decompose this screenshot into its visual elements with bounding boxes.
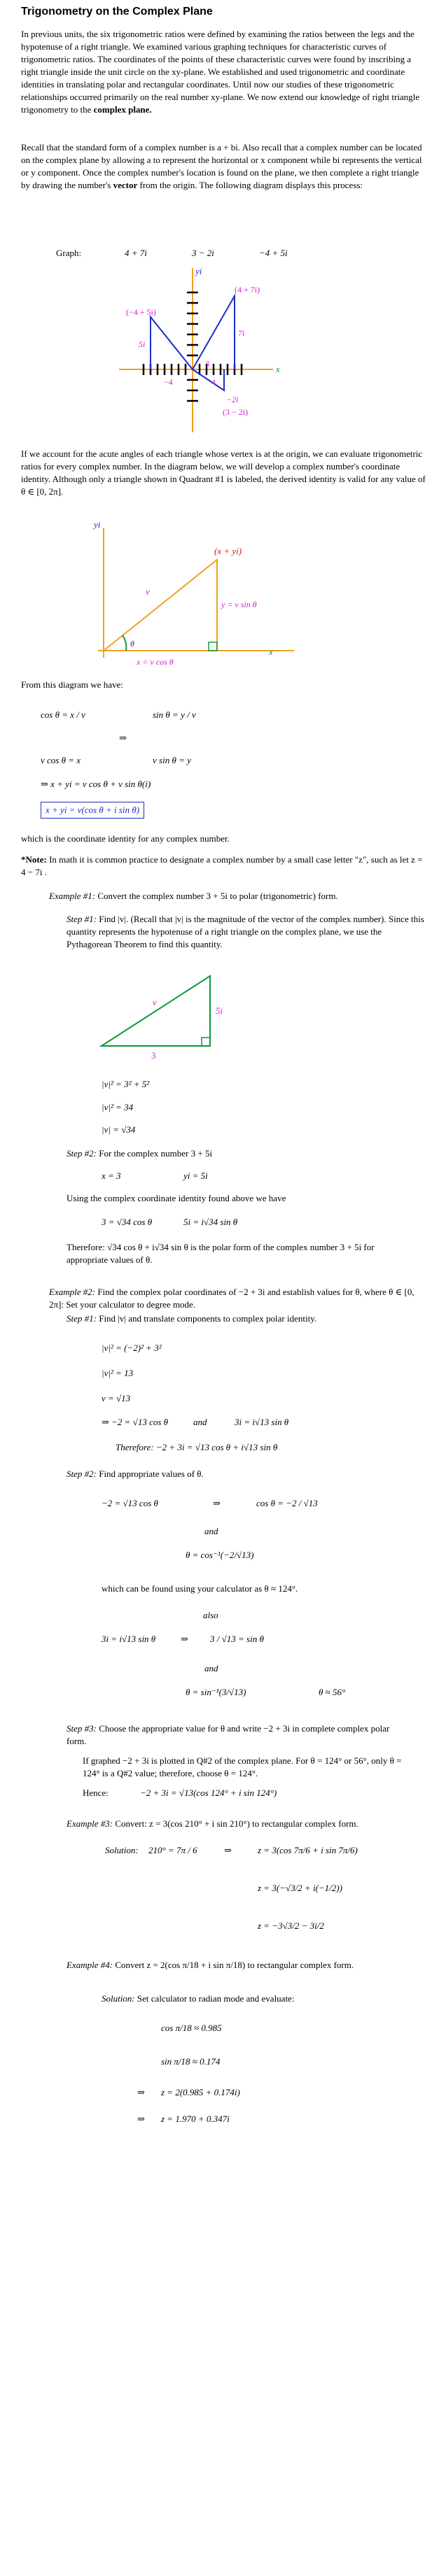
identity-text: which is the coordinate identity for any complex number. xyxy=(21,833,230,844)
ex2-step3 xyxy=(67,1722,410,1748)
label-3: 3 xyxy=(205,359,209,369)
ex2-calc: which can be found using your calculator as θ ≈ 124°. xyxy=(102,1583,298,1594)
graph-number-2: 3 − 2i xyxy=(192,248,214,258)
ex3-c: z = 3(−√3/2 + i(−1/2)) xyxy=(258,1883,342,1893)
axis2-x-label: x xyxy=(269,646,273,657)
axis2-yi-label: yi xyxy=(94,519,101,530)
example-2-head: Example #2: xyxy=(49,1287,96,1297)
ex1-c2: 5i = i√34 sin θ xyxy=(183,1217,238,1227)
intro-paragraph-2 xyxy=(21,141,427,192)
ex2-hence-eq: −2 + 3i = √13(cos 124° + i sin 124°) xyxy=(140,1788,277,1798)
ex1-step2-head: Step #2: xyxy=(67,1148,97,1159)
ex3-solution: Solution: xyxy=(105,1845,139,1855)
from-diagram-text: From this diagram we have: xyxy=(21,679,123,690)
example-1-head: Example #1: xyxy=(49,891,96,901)
ex1-e1: |v|² = 3² + 5² xyxy=(102,1079,150,1089)
ex1-y: yi = 5i xyxy=(183,1170,208,1181)
eq-sin: sin θ = y / v xyxy=(153,709,196,720)
graph-number-1: 4 + 7i xyxy=(125,248,147,258)
intro-text-2: Recall that the standard form of a complex number is a + bi. Also recall that a complex number can be located on the complex plane by allowing a to represent the horizontal or x component while bi represents the vertical or y component. Once the complex number's location is found on the plane, we then complete a right triangle by drawing the number's xyxy=(21,142,422,190)
axis-x-label: x xyxy=(276,364,280,374)
example-2 xyxy=(49,1286,427,1311)
ex1-using: Using the complex coordinate identity found above we have xyxy=(67,1193,286,1203)
ex1-c1: 3 = √34 cos θ xyxy=(102,1217,153,1227)
ex1-tri-3: 3 xyxy=(151,1050,156,1061)
ex1-therefore: Therefore: √34 cos θ + i√34 sin θ is the polar form of the complex number 3 + 5i for appropriate values of θ. xyxy=(67,1242,375,1265)
label-m2i: −2i xyxy=(226,395,239,404)
eq-cos: cos θ = x / v xyxy=(41,709,85,720)
ex4-arrow-2: ⇒ xyxy=(137,2114,145,2124)
ex2-e2: |v|² = 13 xyxy=(102,1368,134,1378)
note-lead: *Note: xyxy=(21,854,47,865)
label-7i: 7i xyxy=(238,328,245,338)
example-1-text: Convert the complex number 3 + 5i to polar (trigonometric) form. xyxy=(97,891,338,901)
ex1-triangle xyxy=(91,962,231,1067)
example-3-head: Example #3: xyxy=(67,1818,113,1829)
ex2-plotted: If graphed −2 + 3i is plotted in Q#2 of the complex plane. For θ = 124° or 56°, only θ = 124° is a Q#2 value; therefore, choose θ = 124°. xyxy=(83,1755,402,1778)
point-m4-5i: (−4 + 5i) xyxy=(126,307,156,317)
example-4-head: Example #4: xyxy=(67,1960,113,1970)
ex1-step1-head: Step #1: xyxy=(67,914,97,924)
ex3-a: 210° = 7π / 6 xyxy=(148,1845,197,1855)
ex4-b: sin π/18 ≈ 0.174 xyxy=(161,2056,221,2067)
intro-text: In previous units, the six trigonometric ratios were defined by examining the ratios between the legs and the hypotenuse of a right triangle. We examined various graphing techniques for characteristic curves of trigonometric ratios. The coordinates of the points of these characteristic curves were found by inscribing a right triangle inside the unit circle on the xy-plane. We established and used trigonometric and coordinate identities in translating polar and rectangular coordinates. Until now our studies of these trigonometric relationships occurred primarily on the real number xy-plane. We now extend our knowledge of right triangle trigonometry to the xyxy=(21,29,420,115)
ex1-step1 xyxy=(67,913,427,951)
ex2-e3: v = √13 xyxy=(102,1393,131,1403)
ex3-arrow: ⇒ xyxy=(224,1845,232,1855)
point-4-7i: (4 + 7i) xyxy=(235,285,260,295)
ex2-s2f: θ = sin⁻¹(3/√13) xyxy=(186,1687,246,1697)
ex1-step1-text: Find |v|. (Recall that |v| is the magnitude of the vector of the complex number). Since this quantity represents the hypotenuse of a right triangle on the complex plane, we use the Pythagorean Theorem to find this quantity. xyxy=(67,914,424,949)
example-2-text: Find the complex polar coordinates of −2 + 3i and establish values for θ, where θ ∈ [0, 2π]: Set your calculator to degree mode. xyxy=(49,1287,414,1310)
ex4-c: z = 2(0.985 + 0.174i) xyxy=(161,2087,240,2097)
ex1-e3: |v| = √34 xyxy=(102,1124,136,1135)
ex4-a: cos π/18 ≈ 0.985 xyxy=(161,2023,222,2033)
intro-bold: complex plane. xyxy=(93,104,152,115)
ex2-s2d: 3i = i√13 sin θ xyxy=(102,1634,156,1644)
ex2-step2-head: Step #2: xyxy=(67,1469,97,1479)
example-3-text: Convert: z = 3(cos 210° + i sin 210°) to rectangular complex form. xyxy=(115,1818,358,1829)
intro-paragraph-1 xyxy=(21,28,427,116)
ex4-solution-head: Solution: xyxy=(102,1993,135,2004)
ex4-arrow-1: ⇒ xyxy=(137,2087,145,2097)
example-4 xyxy=(67,1959,427,1972)
ex1-step2-text: For the complex number 3 + 5i xyxy=(99,1148,213,1159)
paragraph-3: If we account for the acute angles of each triangle whose vertex is at the origin, we can evaluate trigonometric ratios for every complex number. In the diagram below, we will develop a complex number's coordinate identity. Although only a triangle shown in Quadrant #1 is labeled, the derived identity is valid for any value of θ ∈ [0, 2π]. xyxy=(21,448,426,497)
ex2-and-3: and xyxy=(204,1663,218,1673)
ex2-step3-head: Step #3: xyxy=(67,1723,97,1734)
graph-number-3: −4 + 5i xyxy=(259,248,288,258)
axis-yi-label: yi xyxy=(195,266,202,276)
graph-label: Graph: xyxy=(56,248,82,258)
ex2-s2c: θ = cos⁻¹(−2/√13) xyxy=(186,1550,254,1560)
complex-plane-graph-1 xyxy=(105,264,287,436)
ex2-step1-head: Step #1: xyxy=(67,1313,97,1324)
ex2-s2e: 3 / √13 = sin θ xyxy=(210,1634,264,1644)
example-3 xyxy=(67,1818,427,1830)
eq-boxed-identity: x + yi = v(cos θ + i sin θ) xyxy=(41,802,144,819)
ex2-arrow-2: ⇒ xyxy=(181,1634,188,1644)
eq-vx: v cos θ = x xyxy=(41,755,81,765)
ex2-step2-text: Find appropriate values of θ. xyxy=(99,1469,204,1479)
ex2-step1 xyxy=(67,1312,316,1325)
eq-arrow: ⇒ xyxy=(119,733,127,743)
ex2-s2g: θ ≈ 56° xyxy=(319,1687,346,1697)
ex2-step1-text: Find |v| and translate components to complex polar identity. xyxy=(99,1313,317,1324)
ex2-s2a: −2 = √13 cos θ xyxy=(102,1498,158,1508)
example-1 xyxy=(49,890,427,903)
eq-combo: ⇒ x + yi = v cos θ + v sin θ(i) xyxy=(41,779,151,789)
eq-vy: v sin θ = y xyxy=(153,755,191,765)
label-m4: −4 xyxy=(164,377,173,387)
ex3-d: z = −3√3/2 − 3i/2 xyxy=(258,1920,324,1931)
note-paragraph xyxy=(21,854,427,879)
complex-plane-graph-2 xyxy=(84,518,308,672)
ex1-tri-v: v xyxy=(153,997,157,1007)
ex2-s2b: cos θ = −2 / √13 xyxy=(256,1498,318,1508)
example-4-text: Convert z = 2(cos π/18 + i sin π/18) to rectangular complex form. xyxy=(115,1960,354,1970)
side-x-label: x = v cos θ xyxy=(137,657,174,667)
label-4: 4 xyxy=(211,377,216,387)
hypotenuse-v: v xyxy=(146,586,150,597)
ex2-therefore: Therefore: −2 + 3i = √13 cos θ + i√13 sin θ xyxy=(116,1442,278,1452)
ex1-e2: |v|² = 34 xyxy=(102,1102,134,1112)
side-y-label: y = v sin θ xyxy=(221,600,257,609)
point-3-m2i: (3 − 2i) xyxy=(223,407,249,417)
ex4-solution xyxy=(102,1993,294,2005)
ex3-b: z = 3(cos 7π/6 + i sin 7π/6) xyxy=(258,1845,358,1855)
ex2-e1: |v|² = (−2)² + 3² xyxy=(102,1343,162,1353)
point-x-yi: (x + yi) xyxy=(214,546,242,556)
note-text: In math it is common practice to designate a complex number by a small case letter "z", such as let z = 4 − 7i . xyxy=(21,854,423,877)
ex2-also: also xyxy=(203,1610,218,1620)
ex2-hence: Hence: xyxy=(83,1788,109,1798)
ex2-e4a: ⇒ −2 = √13 cos θ xyxy=(102,1417,169,1427)
label-5i: 5i xyxy=(139,339,146,349)
ex4-d: z = 1.970 + 0.347i xyxy=(161,2114,230,2124)
ex1-tri-5i: 5i xyxy=(216,1005,223,1016)
ex2-e4b: 3i = i√13 sin θ xyxy=(235,1417,289,1427)
ex2-step2 xyxy=(67,1468,204,1480)
ex2-and-2: and xyxy=(204,1526,218,1536)
ex1-x: x = 3 xyxy=(102,1170,121,1181)
angle-theta: θ xyxy=(130,639,134,649)
ex1-step2 xyxy=(67,1147,212,1160)
ex4-solution-text: Set calculator to radian mode and evaluate: xyxy=(137,1993,295,2004)
intro-bold-2: vector xyxy=(113,179,138,190)
page-title: Trigonometry on the Complex Plane xyxy=(21,6,213,17)
intro-text-2-end: from the origin. The following diagram displays this process: xyxy=(139,179,363,190)
ex2-and: and xyxy=(193,1417,207,1427)
ex2-step3-text: Choose the appropriate value for θ and write −2 + 3i in complete complex polar form. xyxy=(67,1723,390,1746)
ex2-arrow-1: ⇒ xyxy=(213,1498,221,1508)
